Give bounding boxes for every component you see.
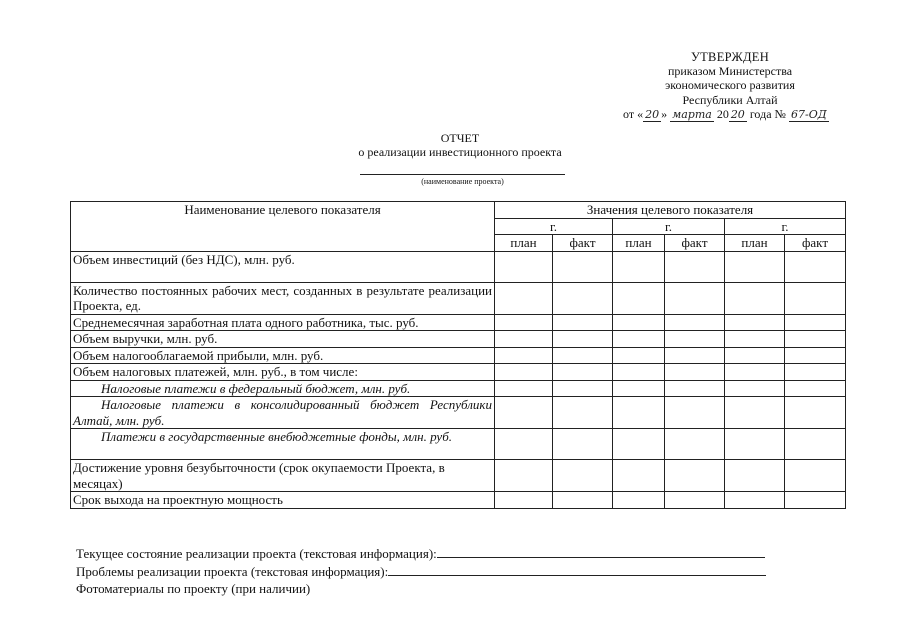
row-label: Объем инвестиций (без НДС), млн. руб. <box>71 251 495 282</box>
row-label: Налоговые платежи в консолидированный бюджет Республики Алтай, млн. руб. <box>71 397 495 429</box>
approval-line-3: Республики Алтай <box>682 92 778 107</box>
approval-block <box>605 50 855 122</box>
footer-photos-label: Фотоматериалы по проекту (при наличии) <box>76 581 311 596</box>
header-values: Значения целевого показателя <box>495 202 846 219</box>
year-cell-3: г. <box>725 218 846 235</box>
approval-line-2: экономического развития <box>665 78 795 93</box>
table-row <box>71 347 846 364</box>
date-year: 20 <box>730 107 745 121</box>
footer-status-row <box>76 545 766 563</box>
date-prefix: от « <box>623 106 644 121</box>
indicators-table <box>70 201 846 509</box>
footer-problems-row <box>76 563 766 581</box>
order-number: 67-ОД <box>790 107 827 121</box>
date-suffix: года № <box>749 106 786 121</box>
table-row <box>71 429 846 460</box>
footer-problems-line <box>388 564 766 576</box>
footer-status-label: Текущее состояние реализации проекта (текстовая информация): <box>76 546 437 561</box>
fact-header-3: факт <box>785 235 846 252</box>
plan-header-2: план <box>613 235 665 252</box>
row-label: Объем выручки, млн. руб. <box>71 331 495 348</box>
fact-header-2: факт <box>665 235 725 252</box>
date-month: марта <box>672 107 712 121</box>
table-row <box>71 314 846 331</box>
date-day: 20 <box>645 107 660 121</box>
row-label: Платежи в государственные внебюджетные фонды, млн. руб. <box>71 429 495 460</box>
table-row <box>71 460 846 492</box>
footer-problems-label: Проблемы реализации проекта (текстовая информация): <box>76 563 389 579</box>
table-row <box>71 380 846 397</box>
row-label: Налоговые платежи в федеральный бюджет, млн. руб. <box>71 380 495 397</box>
row-label: Среднемесячная заработная плата одного работника, тыс. руб. <box>71 314 495 331</box>
project-name-caption: (наименование проекта) <box>421 177 504 186</box>
row-label: Объем налоговых платежей, млн. руб., в том числе: <box>71 364 495 381</box>
table-row <box>71 251 846 282</box>
approval-line-1: приказом Министерства <box>667 64 793 79</box>
year-cell-1: г. <box>495 218 613 235</box>
report-subtitle: о реализации инвестиционного проекта <box>358 145 562 159</box>
plan-header-3: план <box>725 235 785 252</box>
date-mid: » <box>661 106 668 121</box>
approval-date-line <box>605 107 855 122</box>
row-label: Объем налогооблагаемой прибыли, млн. руб. <box>71 347 495 364</box>
footer-block <box>76 545 766 598</box>
table-row <box>71 282 846 314</box>
report-title: ОТЧЕТ <box>440 131 480 145</box>
table-row <box>71 492 846 509</box>
table-row <box>71 331 846 348</box>
plan-header-1: план <box>495 235 553 252</box>
footer-status-line <box>437 546 765 558</box>
approval-title: УТВЕРЖДЕН <box>690 50 770 64</box>
table-row <box>71 364 846 381</box>
fact-header-1: факт <box>553 235 613 252</box>
report-heading <box>300 131 620 159</box>
row-label: Количество постоянных рабочих мест, созданных в результате реализации Проекта, ед. <box>71 282 495 314</box>
footer-photos-row <box>76 580 766 598</box>
table-row <box>71 397 846 429</box>
row-label: Срок выхода на проектную мощность <box>71 492 495 509</box>
year-cell-2: г. <box>613 218 725 235</box>
date-year-prefix: 20 <box>716 106 729 121</box>
row-label: Достижение уровня безубыточности (срок окупаемости Проекта, в месяцах) <box>71 460 495 492</box>
header-indicator: Наименование целевого показателя <box>71 202 495 252</box>
project-name-line <box>360 174 565 175</box>
